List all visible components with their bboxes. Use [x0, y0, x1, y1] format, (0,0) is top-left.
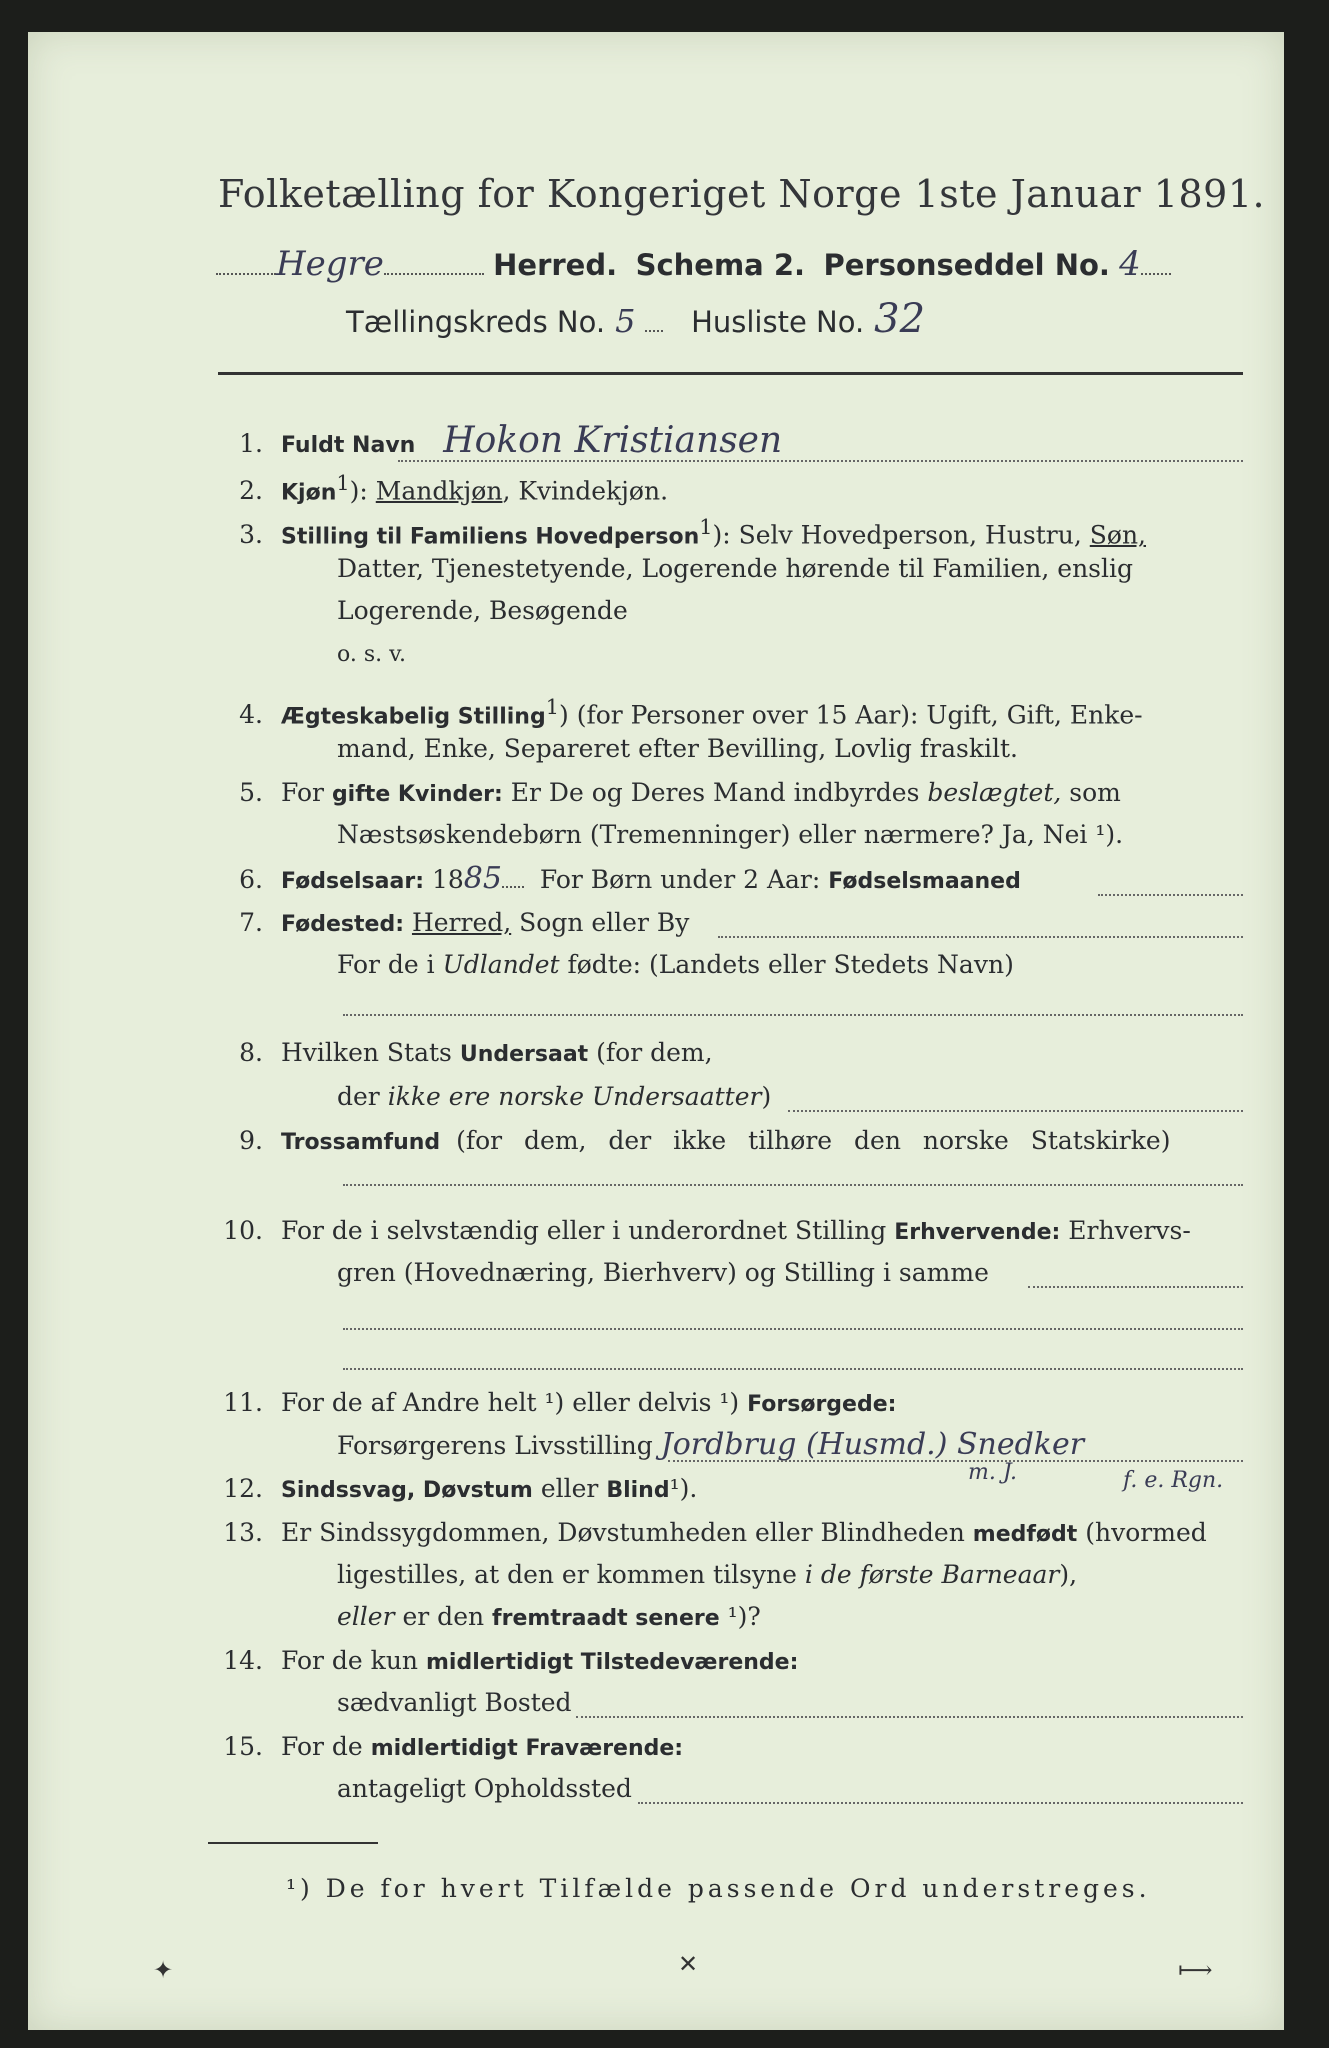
item-number: 1.: [239, 429, 263, 458]
header-line-taellingskreds: [346, 296, 925, 342]
stilling-label: Stilling til Familiens Hovedperson: [281, 524, 700, 550]
census-form-sheet: [28, 32, 1284, 2030]
fodested-line-3: [343, 1014, 1243, 1016]
fodested-line-2-a: For de i: [337, 950, 443, 979]
erhverv-line-a: [1028, 1286, 1243, 1288]
undersaat-line: [788, 1110, 1243, 1112]
item-11: [203, 1382, 896, 1426]
medfodt-line-2-a: ligestilles, at den er kommen tilsyne: [337, 1560, 805, 1589]
footnote-ref: 1: [699, 515, 713, 539]
sindssvag-eller: eller: [540, 1474, 599, 1503]
personseddel-label: Personseddel No.: [823, 248, 1110, 282]
forsorger-value: Jordbrug (Husmd.) Snedker: [660, 1427, 1085, 1462]
gifte-line-2: Næstsøskendebørn (Tremenninger) eller nærmere? Ja, Nei ¹).: [337, 820, 1124, 849]
medfodt-line-3-it: eller: [337, 1602, 395, 1631]
fuldt-navn-value: Hokon Kristiansen: [443, 420, 783, 461]
trossamfund-line: [343, 1184, 1243, 1186]
item-2: 2. Kjøn$^1$): Mandkjøn, Kvindekjøn.: [203, 462, 668, 514]
kjon-label: Kjøn: [281, 480, 337, 506]
erhverv-line-c: [343, 1368, 1243, 1370]
tilstede-label: midlertidigt Tilstedeværende:: [425, 1650, 799, 1675]
fodselsaar-value: 85: [463, 861, 502, 896]
item-number: 15.: [223, 1732, 263, 1761]
fremtraadt-label: fremtraadt senere: [492, 1606, 720, 1631]
stilling-line-4: o. s. v.: [337, 642, 406, 667]
schema-label: Schema 2.: [635, 248, 806, 282]
fodested-line: [718, 936, 1243, 938]
medfodt-line-3-a: er den: [394, 1602, 493, 1631]
stilling-line-2: Datter, Tjenestetyende, Logerende hørende til Familien, enslig: [337, 554, 1134, 583]
gifte-prefix: For: [281, 778, 324, 807]
item-10: [203, 1210, 1191, 1254]
margin-mark-right: ⟼: [1178, 1956, 1213, 1984]
stilling-line-3: Logerende, Besøgende: [337, 596, 628, 625]
fodested-label: Fødested:: [281, 912, 404, 937]
item-number: 6.: [239, 865, 263, 894]
footnote: ¹) De for hvert Tilfælde passende Ord understreges.: [286, 1874, 1151, 1903]
tilstede-prefix: For de kun: [281, 1646, 419, 1675]
gifte-beslaegtet: beslægtet,: [927, 778, 1062, 807]
undersaat-suffix: (for dem,: [596, 1038, 713, 1067]
medfodt-suffix: (hvormed: [1085, 1518, 1207, 1547]
item-number: 12.: [223, 1474, 263, 1503]
medfodt-line-2-b: ),: [1059, 1560, 1078, 1589]
medfodt-line-2: [337, 1554, 1077, 1596]
undersaat-line-2-it: ikke ere norske Undersaatter: [387, 1082, 762, 1111]
fravaerende-label: midlertidigt Fraværende:: [370, 1736, 684, 1761]
item-number: 14.: [223, 1646, 263, 1675]
undersaat-prefix: Hvilken Stats: [281, 1038, 452, 1067]
item-number: 2.: [239, 476, 263, 506]
item-6: [203, 858, 1021, 903]
stilling-son: Søn,: [1089, 520, 1146, 550]
kjon-mandkjon: Mandkjøn: [375, 476, 503, 506]
footnote-ref: 1: [336, 471, 350, 495]
margin-mark-left: ✦: [153, 1956, 174, 1984]
header-line-herred: [216, 244, 1171, 284]
item-5: [203, 772, 1121, 816]
sindssvag-label: Sindssvag, Døvstum: [281, 1478, 533, 1503]
erhverv-suffix: Erhvervs-: [1068, 1216, 1191, 1245]
fodested-udlandet: Udlandet: [442, 950, 560, 979]
item-14: [203, 1640, 798, 1684]
item-number: 3.: [239, 520, 263, 550]
item-13: [203, 1512, 1207, 1556]
forsorger-dotline: [668, 1460, 1243, 1462]
opholdssted-line: [638, 1802, 1243, 1804]
item-number: 11.: [223, 1388, 263, 1417]
gifte-question: Er De og Deres Mand indbyrdes: [510, 778, 920, 807]
erhverv-prefix: For de i selvstændig eller i underordnet Stilling: [281, 1216, 887, 1245]
medfodt-line-3-b: ¹)?: [719, 1602, 761, 1631]
fodested-options: Sogn eller By: [511, 908, 690, 937]
aegteskabelig-label: Ægteskabelig Stilling: [281, 704, 546, 730]
aegteskabelig-line-2: mand, Enke, Separeret efter Bevilling, Lovlig fraskilt.: [337, 734, 1018, 763]
item-number: 4.: [239, 700, 263, 730]
header-rule: [218, 372, 1243, 375]
margin-mark-center: ✕: [678, 1950, 699, 1978]
undersaat-line-2: [337, 1076, 771, 1118]
personseddel-value: 4: [1119, 244, 1141, 284]
gifte-kvinder-label: gifte Kvinder:: [331, 782, 503, 807]
medfodt-label: medfødt: [972, 1522, 1078, 1547]
item-number: 7.: [239, 908, 263, 937]
trossamfund-label: Trossamfund: [281, 1130, 441, 1155]
forsorgede-prefix: For de af Andre helt ¹) eller delvis ¹): [281, 1388, 740, 1417]
fuldt-navn-label: Fuldt Navn: [281, 433, 416, 458]
medfodt-line-2-it: i de første Barneaar: [804, 1560, 1060, 1589]
undersaat-line-2-a: der: [337, 1082, 388, 1111]
item-15: [203, 1726, 683, 1770]
item-number: 9.: [239, 1126, 263, 1155]
item-12: [203, 1468, 697, 1512]
forsorger-label: Forsørgerens Livsstilling: [337, 1431, 653, 1460]
fodselsaar-prefix: 18: [431, 865, 464, 894]
erhverv-line-2: gren (Hovednæring, Bierhverv) og Stilling i samme: [337, 1258, 989, 1287]
fravaerende-prefix: For de: [281, 1732, 363, 1761]
item-9: [203, 1120, 1243, 1164]
item-7: [203, 902, 689, 946]
item-8: [203, 1032, 713, 1076]
fodested-line-2: [337, 944, 1014, 986]
taellingskreds-label: Tællingskreds No.: [346, 305, 606, 339]
forsorgede-label: Forsørgede:: [747, 1392, 897, 1417]
gifte-som: som: [1069, 778, 1121, 807]
medfodt-prefix: Er Sindssygdommen, Døvstumheden eller Blindheden: [281, 1518, 965, 1547]
item-number: 10.: [223, 1216, 263, 1245]
born-under-2: For Børn under 2 Aar:: [539, 865, 821, 894]
blind-suffix: ¹).: [669, 1474, 698, 1503]
taellingskreds-value: 5: [615, 302, 636, 340]
stilling-options: ): Selv Hovedperson, Hustru,: [712, 520, 1082, 550]
herred-label: Herred.: [493, 248, 618, 282]
aegteskabelig-options: ) (for Personer over 15 Aar): Ugift, Gift, Enke-: [559, 700, 1143, 730]
fodselsmaaned-label: Fødselsmaaned: [828, 869, 1021, 894]
item-number: 13.: [223, 1518, 263, 1547]
item-number: 5.: [239, 778, 263, 807]
forsorger-note-b: f. e. Rgn.: [1123, 1468, 1224, 1493]
fodselsaar-label: Fødselsaar:: [281, 869, 424, 894]
opholdssted-label: antageligt Opholdssted: [337, 1774, 632, 1803]
fodested-line-2-b: fødte: (Landets eller Stedets Navn): [559, 950, 1014, 979]
bosted-label: sædvanligt Bosted: [337, 1688, 572, 1717]
item-number: 8.: [239, 1038, 263, 1067]
form-title: Folketælling for Kongeriget Norge 1ste Januar 1891.: [218, 172, 1266, 216]
medfodt-line-3: [337, 1596, 761, 1640]
husliste-label: Husliste No.: [691, 305, 865, 339]
blind-label: Blind: [606, 1478, 670, 1503]
footnote-ref: 1: [545, 695, 559, 719]
fodselsmaaned-line: [1098, 894, 1243, 896]
bosted-line: [576, 1716, 1243, 1718]
husliste-value: 32: [874, 296, 926, 342]
footnote-rule: [208, 1842, 378, 1844]
trossamfund-text: (for dem, der ikke tilhøre den norske Statskirke): [456, 1126, 1171, 1155]
kjon-kvindekjon: , Kvindekjøn.: [502, 476, 669, 506]
erhverv-line-b: [343, 1328, 1243, 1330]
undersaat-label: Undersaat: [459, 1042, 589, 1067]
erhvervende-label: Erhvervende:: [894, 1220, 1061, 1245]
forsorger-note-a: m. J.: [968, 1460, 1017, 1485]
herred-value: Hegre: [276, 244, 384, 284]
undersaat-line-2-b: ): [761, 1082, 772, 1111]
fodested-herred: Herred,: [411, 908, 512, 937]
